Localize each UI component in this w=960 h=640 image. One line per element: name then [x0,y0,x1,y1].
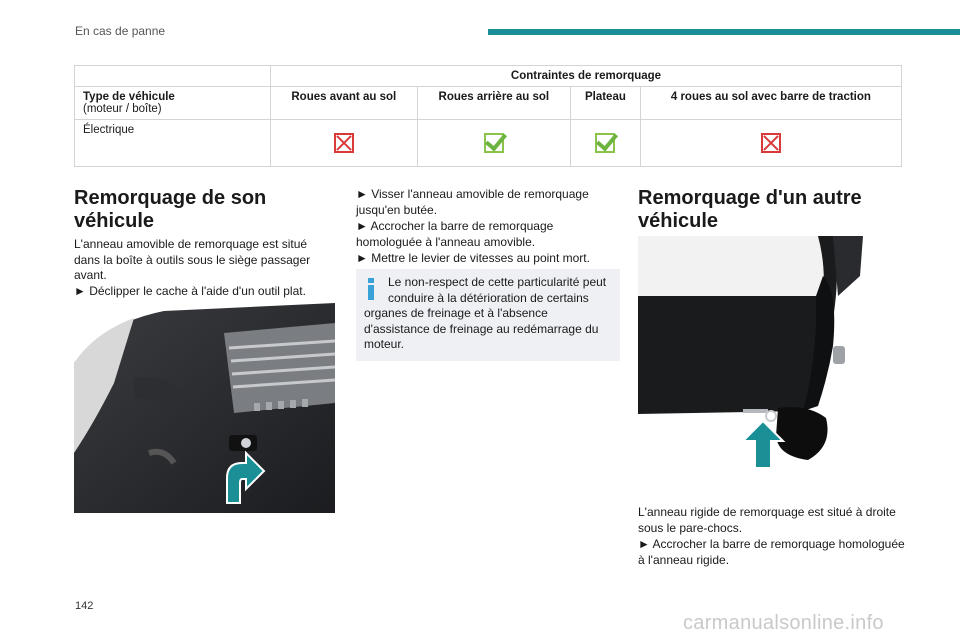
cell-rear-wheels [417,120,571,167]
step-screw-ring: ► Visser l'anneau amovible de remorquage jusqu'en butée. [356,187,589,217]
step-attach-bar: ► Accrocher la barre de remorquage homologuée à l'anneau amovible. [356,219,554,249]
table-empty-cell [75,66,271,87]
cross-icon [334,133,354,153]
col-header-rear-wheels: Roues arrière au sol [417,87,571,120]
info-note-rest: organes de freinage et à l'absence d'assistance de freinage au redémarrage du moteur. [364,306,599,351]
section-title-other-vehicle: Remorquage d'un autre véhicule [638,187,862,232]
page-number: 142 [75,600,94,612]
step-attach-rigid: ► Accrocher la barre de remorquage homologuée à l'anneau rigide. [638,537,905,567]
towing-constraints-table [74,65,902,167]
step-neutral-gear: ► Mettre le levier de vitesses au point mort. [356,251,590,265]
table-row [75,87,902,120]
rear-bumper-photo [638,236,866,472]
col-header-front-wheels: Roues avant au sol [271,87,418,120]
cell-flatbed [571,120,641,167]
row-label-electric: Électrique [75,120,271,167]
table-group-header: Contraintes de remorquage [271,66,902,87]
col-header-four-wheels: 4 roues au sol avec barre de traction [640,87,901,120]
running-header: En cas de panne [75,24,166,38]
info-icon [366,278,376,300]
paragraph-rigid-ring: L'anneau rigide de remorquage est situé à droite sous le pare-chocs. [638,505,896,535]
table-type-header [75,87,271,120]
step-unclip-cover: ► Déclipper le cache à l'aide d'un outil plat. [74,284,306,298]
table-row [75,66,902,87]
section-title-own-vehicle: Remorquage de son véhicule [74,187,267,232]
check-icon [595,133,615,153]
cell-front-wheels [271,120,418,167]
front-bumper-illustration [74,303,335,513]
check-icon [484,133,504,153]
col-header-flatbed: Plateau [571,87,641,120]
type-title: Type de véhicule [83,91,175,103]
paragraph-ring-location: L'anneau amovible de remorquage est situé dans la boîte à outils sous le siège passager avant. [74,237,311,282]
type-subtitle: (moteur / boîte) [83,103,162,115]
front-bumper-photo [74,303,335,513]
watermark: carmanualsonline.info [683,612,884,634]
info-note-first: Le non-respect de cette particularité peut conduire à la détérioration de certains [388,275,607,305]
table-row [75,120,902,167]
rear-bumper-illustration [638,236,866,472]
cross-icon [761,133,781,153]
info-note-box [356,269,620,361]
cell-four-wheels [640,120,901,167]
header-accent-bar [488,29,960,35]
